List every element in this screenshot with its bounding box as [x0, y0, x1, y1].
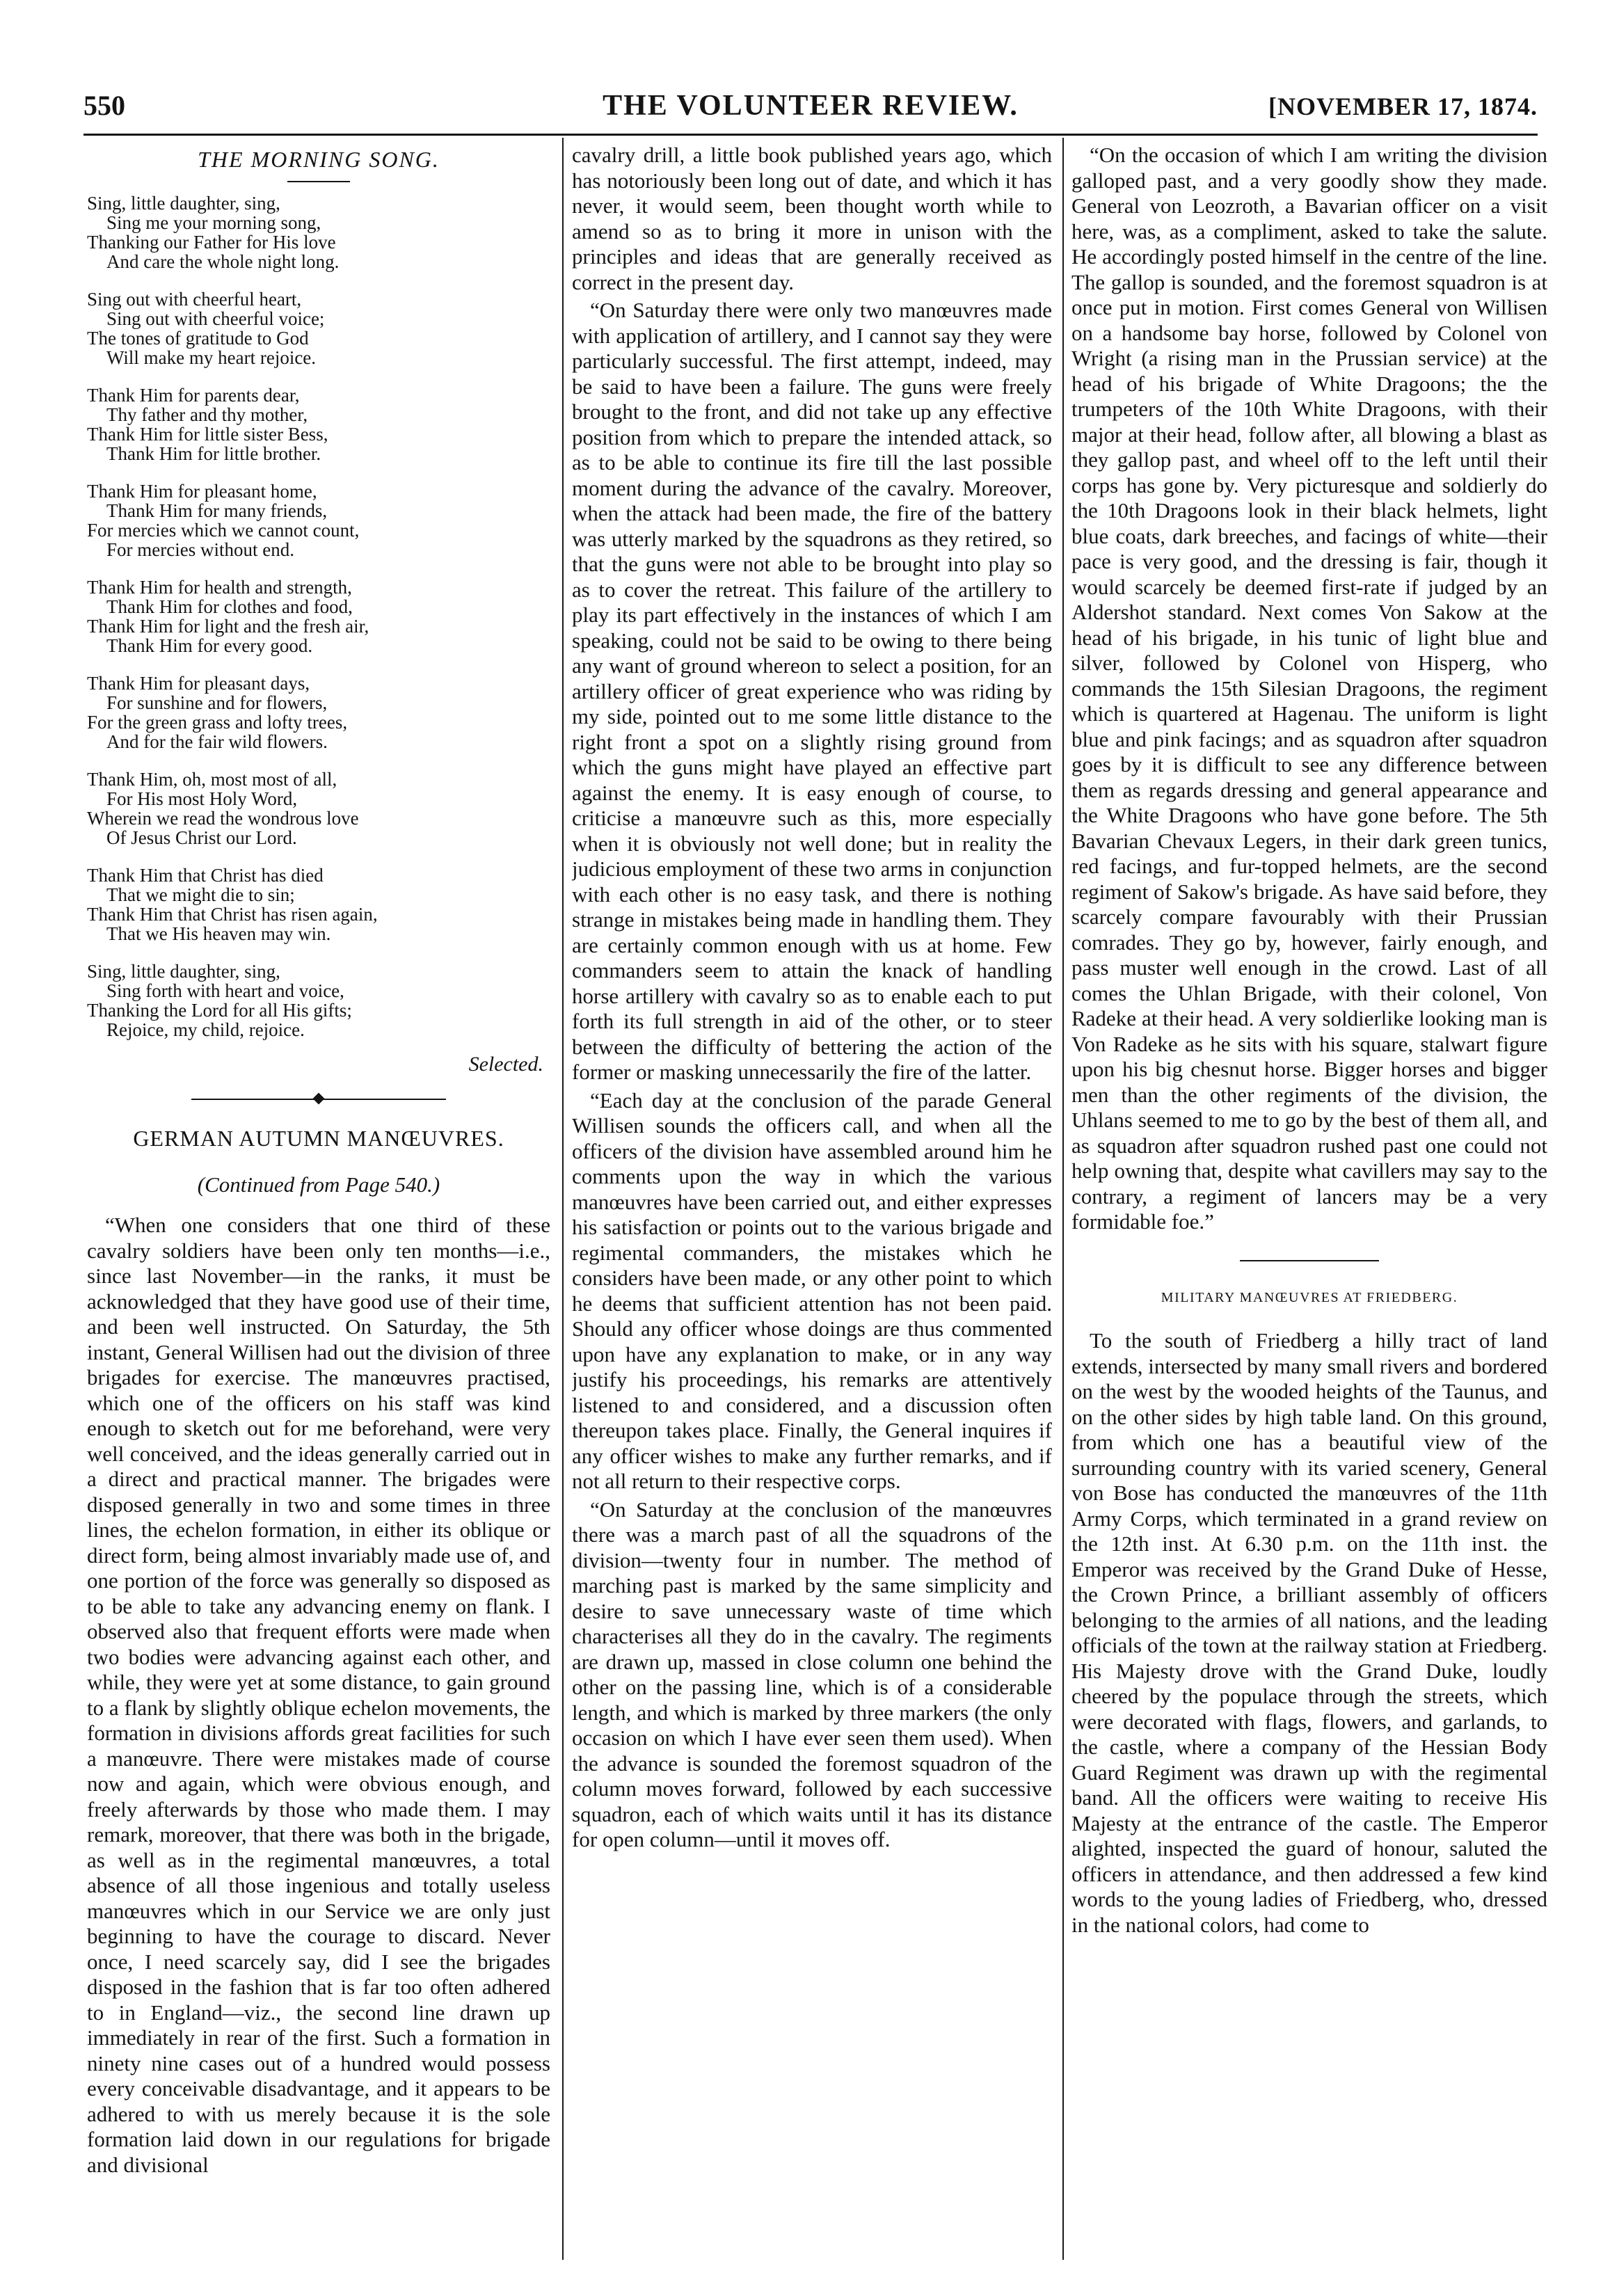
poem-stanza — [87, 770, 550, 847]
journal-title: THE VOLUNTEER REVIEW. — [603, 90, 1019, 122]
poem-line: And for the fair wild flowers. — [106, 731, 328, 752]
column-1 — [87, 143, 550, 2244]
poem-line: Thank Him for parents dear, — [87, 384, 300, 406]
poem-stanza — [87, 962, 550, 1039]
poem-line: Sing me your morning song, — [106, 212, 321, 233]
page-header — [83, 89, 1538, 138]
poem-line: Thank Him that Christ has risen again, — [87, 903, 378, 925]
poem-stanza — [87, 289, 550, 367]
poem-line: Sing out with cheerful heart, — [87, 288, 302, 310]
poem-line: Of Jesus Christ our Lord. — [106, 827, 297, 848]
section-rule — [1240, 1260, 1379, 1261]
article-body-col1 — [87, 1213, 550, 2178]
poem-line: And care the whole night long. — [106, 250, 340, 272]
paragraph: cavalry drill, a little book published years ago, which has notoriously been long out of date, and which it has never, it would seem, been thought worth while to amend so as to bring it more in unison with the principles and ideas that are generally received as correct in the present day. — [572, 143, 1052, 294]
poem-line: For mercies without end. — [106, 539, 294, 560]
poem-line: Thank Him for light and the fresh air, — [87, 615, 369, 637]
poem-line: Sing forth with heart and voice, — [106, 980, 344, 1001]
poem-line: Sing, little daughter, sing, — [87, 192, 280, 214]
poem-line: Wherein we read the wondrous love — [87, 807, 359, 829]
page-number: 550 — [83, 90, 125, 121]
poem-line: Thank Him for pleasant home, — [87, 480, 317, 502]
article-body-col3 — [1071, 143, 1547, 1235]
poem-line: Thank Him for every good. — [106, 635, 313, 656]
subsection-body — [1071, 1328, 1547, 1938]
poem-line: For mercies which we cannot count, — [87, 519, 360, 541]
poem-stanza — [87, 193, 550, 271]
subsection-title: MILITARY MANŒUVRES AT FRIEDBERG. — [1161, 1289, 1458, 1305]
poem-stanza — [87, 385, 550, 463]
column-3 — [1071, 143, 1547, 2244]
paragraph: “On Saturday there were only two manœuvres made with application of artillery, and I cannot say they were particularly successful. The first attempt, indeed, may be said to have been a failure. The guns were freely brought to the front, and did not take up any effective position from which to prepare the intended attack, so as to be able to continue its fire till the last possible moment during the advance of the cavalry. Moreover, when the attack had been made, the fire of the battery was utterly marked by the squadrons as they retired, so that the guns were not able to be brought into play so as to cover the retreat. This failure of the artillery to play its part effectively in the instances of which I am speaking, could not be said to be owing to there being any want of ground whereon to select a position, for an artillery officer of great experience who was riding by my side, pointed out to me some little distance to the right front a spot on a slightly rising ground from which the guns might have played an effective part against the enemy. It is easy enough of course, to criticise a manœuvre such as this, more especially when it is obviously not well done; but in reality the judicious employment of these two arms in conjunction with each other is no easy task, and there is nothing strange in mistakes being made in handling them. They are certainly common enough with us at home. Few commanders seem to attain the knack of handling horse artillery with cavalry so as to enable each to put forth its full strength in aid of the other, or to steer between the difficulty of bettering the action of the former or masking unnecessarily the fire of the latter. — [572, 298, 1052, 1084]
poem-line: Thank Him for clothes and food, — [106, 596, 353, 617]
column-divider — [562, 138, 564, 2260]
poem-body — [87, 193, 550, 1039]
poem-line: Thank Him for little brother. — [106, 443, 321, 464]
header-rule — [83, 134, 1538, 136]
poem-line: Will make my heart rejoice. — [106, 346, 317, 368]
paragraph: “On Saturday at the conclusion of the manœuvres there was a march past of all the squadrons of the division—twenty four in number. The method of marching past is marked by the same simplicity and desire to save unnecessary waste of time which characterises all they do in the cavalry. The regiments are drawn up, massed in close column one behind the other on the passing line, which is of a considerable length, and which is marked by three markers (the only occasion on which I have ever seen them used). When the advance is sounded the foremost squadron of the column moves forward, followed by each successive squadron, each of which waits until it has its distance for open column—until it moves off. — [572, 1497, 1052, 1851]
poem-line: Rejoice, my child, rejoice. — [106, 1019, 305, 1040]
continued-note: (Continued from Page 540.) — [197, 1172, 440, 1197]
poem-stanza — [87, 673, 550, 751]
poem-line: That we His heaven may win. — [106, 923, 331, 944]
poem-line: Thank Him for health and strength, — [87, 576, 352, 598]
poem-stanza — [87, 866, 550, 943]
poem-line: Sing, little daughter, sing, — [87, 960, 280, 982]
poem-stanza — [87, 481, 550, 559]
poem-line: Thank Him for many friends, — [106, 500, 328, 521]
poem-line: Thank Him, oh, most most of all, — [87, 768, 337, 790]
paragraph: “Each day at the conclusion of the parade General Willisen sounds the officers call, and when all the officers of the division have assembled around him he comments upon the way in which the various manœuvres have been carried out, and either expresses his satisfaction or points out to the various brigade and regimental commanders, the mistakes which he considers have been made, or any other point to which he deems that sufficient attention has not been paid. Should any officer whose doings are thus commented upon have any explanation to make, or in any way justify his proceedings, his remarks are attentively listened to and considered, and a discussion often thereupon takes place. Finally, the General inquires if any officer wishes to make any further remarks, and if not all return to their respective corps. — [572, 1087, 1052, 1493]
poem-line: Thy father and thy mother, — [106, 404, 308, 425]
poem-line: Thanking our Father for His love — [87, 231, 336, 253]
poem-credit: Selected. — [468, 1052, 543, 1076]
poem-line: The tones of gratitude to God — [87, 327, 309, 349]
poem-title: THE MORNING SONG. — [198, 147, 440, 172]
column-2 — [572, 143, 1052, 2244]
paragraph: “When one considers that one third of these cavalry soldiers have been only ten months—i.e., since last November—in the ranks, it must be acknowledged that they have good use of their time, and been well instructed. On Saturday, the 5th instant, General Willisen had out the division of three brigades for exercise. The manœuvres practised, which one of the officers on his staff was kind enough to sketch out for me beforehand, were very well conceived, and the ideas generally carried out in a direct and practical manner. The brigades were disposed generally in two and some times in three lines, the echelon formation, in either its oblique or direct form, being almost invariably made use of, and one portion of the force was generally so disposed as to be able to take any advancing enemy on flank. I observed also that frequent efforts were made when two bodies were advancing against each other, and while, they were yet at some distance, to gain ground to a flank by slightly oblique echelon movements, the formation in divisions affords great facilities for such a manœuvre. There were mistakes made of course now and again, which were obvious enough, and freely afterwards by those who made them. I may remark, moreover, that there was both in the brigade, as well as in the regimental manœuvres, a total absence of all those ingenious and totally useless manœuvres which in our Service we are only just beginning to have the courage to discard. Never once, I need scarcely say, did I see the brigades disposed in the fashion that is far too often adhered to in England—viz., the second line drawn up immediately in rear of the first. Such a formation in ninety nine cases out of a hundred would possess every conceivable disadvantage, and it appears to be adhered to with us merely because it is the sole formation laid down in our regulations for brigade and divisional — [87, 1213, 550, 2177]
poem-line: For His most Holy Word, — [106, 788, 298, 809]
poem-line: Sing out with cheerful voice; — [106, 308, 325, 329]
poem-line: That we might die to sin; — [106, 884, 295, 905]
title-rule — [287, 181, 350, 182]
poem-line: For the green grass and lofty trees, — [87, 711, 348, 733]
ornament-rule — [87, 1092, 550, 1106]
paragraph: “On the occasion of which I am writing the division galloped past, and a very goodly show they made. General von Leozroth, a Bavarian officer on a visit here, was, as a compliment, asked to take the salute. He accordingly posted himself in the centre of the line. The gallop is sounded, and the foremost squadron is at once put in motion. First comes General von Willisen on a handsome bay horse, followed by Colonel von Wright (a rising man in the Prussian service) at the head of his brigade of White Dragoons; the the trumpeters of the 10th White Dragoons, with their major at their head, follow after, all blowing a blast as they gallop past, and wheel off to the left until their corps has gone by. Very picturesque and soldierly do the 10th Dragoons look in their black helmets, light blue coats, dark breeches, and facings of white—their pace is very good, and the dressing is fair, though it would scarcely be deemed first-rate if judged by an Aldershot standard. Next comes Von Sakow at the head of his brigade, in his tunic of light blue and silver, followed by Colonel von Hisperg, who commands the 15th Silesian Dragoons, the regiment which is quartered at Hagenau. The uniform is light blue and pink facings; and as squadron after squadron goes by it is difficult to see any difference between them as regards dressing and general appearance and the White Dragoons who have gone before. The 5th Bavarian Chevaux Legers, in their dark green tunics, red facings, and fur-topped helmets, are the second regiment of Sakow's brigade. As have said before, they scarcely compare favourably with their Prussian comrades. They go by, however, fairly enough, and pass muster well enough in the crowd. Last of all comes the Uhlan Brigade, with their colonel, Von Radeke at their head. A very soldierlike looking man is Von Radeke as he sits with his square, stalwart figure upon his big chesnut horse. Bigger horses and bigger men than the other regiments of the division, the Uhlans seemed to me to go by the best of them all, and as squadron after squadron rushed past one could not help owning that, despite what cavillers may say to the contrary, a regiment of lancers may be a very formidable foe.” — [1071, 143, 1547, 1234]
issue-date: [NOVEMBER 17, 1874. — [1268, 93, 1538, 120]
poem-line: For sunshine and for flowers, — [106, 692, 328, 713]
poem-stanza — [87, 577, 550, 655]
paragraph: To the south of Friedberg a hilly tract of land extends, intersected by many small rivers and bordered on the west by the wooded heights of the Taunus, and on the other sides by high table land. On this ground, from which one has a beautiful view of the surrounding country with its varied scenery, General von Bose has conducted the manœuvres of the 11th Army Corps, which terminated in a grand review on the 12th inst. At 6.30 p.m. on the 11th inst. the Emperor was received by the Grand Duke of Hesse, the Crown Prince, a brilliant assembly of officers belonging to the armies of all nations, and the leading officials of the town at the railway station at Friedberg. His Majesty drove with the Grand Duke, loudly cheered by the populace through the streets, which were decorated with flags, flowers, and garlands, to the castle, where a company of the Hessian Body Guard Regiment was drawn up with the regimental band. All the officers were waiting to receive His Majesty at the entrance of the castle. The Emperor alighted, inspected the guard of honour, saluted the officers in attendance, and then addressed a few kind words to the young ladies of Friedberg, who, dressed in the national colors, had come to — [1071, 1328, 1547, 1937]
poem-line: Thank Him for little sister Bess, — [87, 423, 328, 445]
poem-line: Thanking the Lord for all His gifts; — [87, 999, 352, 1021]
poem-line: Thank Him that Christ has died — [87, 864, 324, 886]
article-title: GERMAN AUTUMN MANŒUVRES. — [133, 1126, 504, 1151]
article-body-col2 — [572, 143, 1052, 1853]
poem-line: Thank Him for pleasant days, — [87, 672, 310, 694]
ornament-diamond-icon — [313, 1093, 325, 1105]
column-divider — [1062, 138, 1064, 2260]
